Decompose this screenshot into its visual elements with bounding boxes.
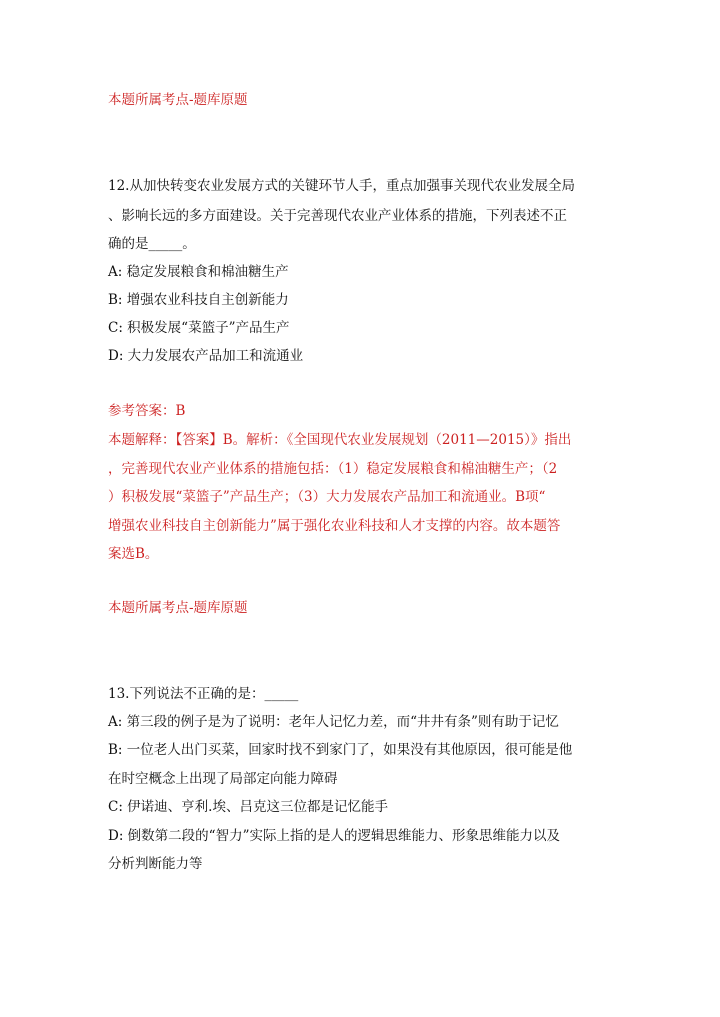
q12-explanation-line-2: ，完善现代农业产业体系的措施包括：（1）稳定发展粮食和棉油糖生产；（2 (108, 461, 558, 477)
q12-explanation-line-4: 增强农业科技自主创新能力”属于强化农业科技和人才支撑的内容。故本题答 (108, 518, 561, 534)
q12-explanation-line-3: ）积极发展“菜篮子”产品生产；（3）大力发展农产品加工和流通业。B项“ (108, 489, 546, 505)
q13-option-b-line-2: 在时空概念上出现了局部定向能力障碍 (108, 771, 338, 787)
q12-stem-line-2: 、影响长远的多方面建设。关于完善现代农业产业体系的措施，下列表述不正 (108, 208, 567, 224)
q12-answer: 参考答案：B (108, 403, 186, 419)
q12-option-c: C: 积极发展“菜篮子”产品生产 (108, 320, 290, 336)
q12-option-a: A: 稳定发展粮食和棉油糖生产 (108, 264, 289, 280)
q13-option-d-line-1: D: 倒数第二段的“智力”实际上指的是人的逻辑思维能力、形象思维能力以及 (108, 828, 560, 844)
q13-option-c: C: 伊诺迪、亨利.埃、吕克这三位都是记忆能手 (108, 799, 388, 815)
q13-option-d-line-2: 分析判断能力等 (108, 856, 203, 872)
q12-explanation-line-5: 案选B。 (108, 546, 159, 562)
section-header-1: 本题所属考点-题库原题 (108, 92, 248, 108)
section-header-2: 本题所属考点-题库原题 (108, 600, 248, 616)
q12-option-d: D: 大力发展农产品加工和流通业 (108, 348, 304, 364)
q13-stem: 13.下列说法不正确的是：_____ (108, 686, 299, 702)
q12-option-b: B: 增强农业科技自主创新能力 (108, 292, 289, 308)
q13-option-b-line-1: B: 一位老人出门买菜，回家时找不到家门了，如果没有其他原因，很可能是他 (108, 742, 573, 758)
q13-option-a: A: 第三段的例子是为了说明：老年人记忆力差，而“井井有条”则有助于记忆 (108, 714, 559, 730)
q12-explanation-line-1: 本题解释：【答案】B。解析：《全国现代农业发展规划（2011—2015）》指出 (108, 432, 572, 448)
q12-stem-line-3: 确的是_____。 (108, 236, 196, 252)
q12-stem-line-1: 12.从加快转变农业发展方式的关键环节人手，重点加强事关现代农业发展全局 (108, 178, 575, 194)
